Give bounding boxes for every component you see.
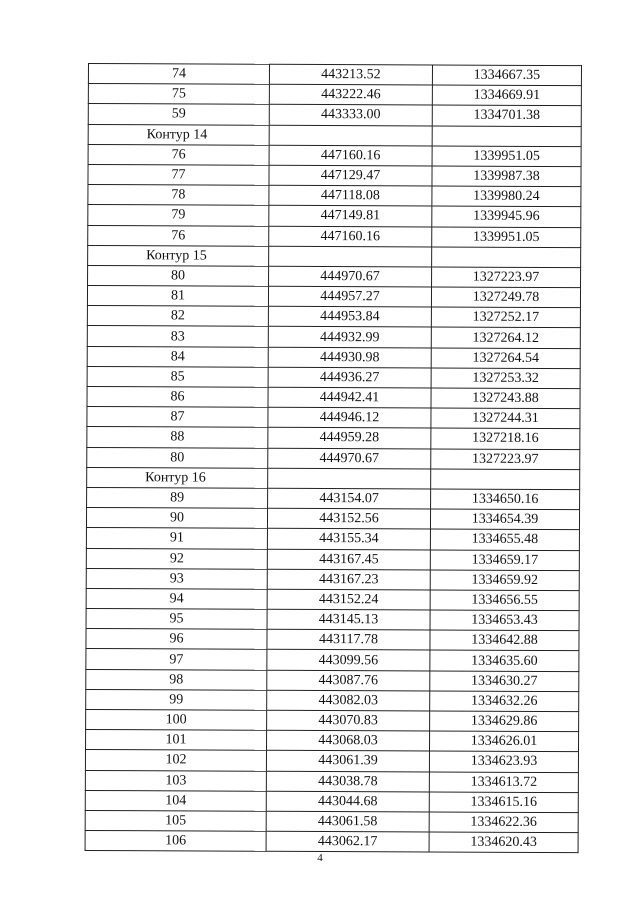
x-coordinate-cell: 443167.45 bbox=[267, 549, 430, 570]
y-coordinate-cell: 1334656.55 bbox=[430, 590, 579, 611]
table-row bbox=[86, 588, 579, 610]
point-number-cell: 92 bbox=[86, 548, 267, 569]
table-row bbox=[85, 770, 578, 792]
x-coordinate-cell: 444936.27 bbox=[268, 367, 431, 388]
table-row bbox=[88, 84, 581, 106]
x-coordinate-cell: 443117.78 bbox=[267, 630, 430, 651]
y-coordinate-cell: 1334659.17 bbox=[430, 549, 579, 570]
point-number-cell: 93 bbox=[86, 568, 267, 589]
contour-header-row bbox=[87, 467, 580, 489]
table-row bbox=[87, 366, 580, 388]
point-number-cell: 105 bbox=[85, 810, 266, 831]
x-coordinate-cell: 444970.67 bbox=[269, 266, 432, 287]
coordinates-table-body bbox=[85, 64, 581, 853]
point-number-cell: 82 bbox=[87, 306, 268, 327]
x-coordinate-cell: 444930.98 bbox=[268, 347, 431, 368]
y-coordinate-cell: 1334629.86 bbox=[430, 711, 579, 732]
y-coordinate-cell: 1334667.35 bbox=[432, 65, 581, 86]
table-row bbox=[86, 609, 579, 631]
table-row bbox=[85, 750, 578, 772]
table-row bbox=[86, 730, 579, 752]
contour-header-row bbox=[88, 245, 581, 267]
x-coordinate-cell: 447129.47 bbox=[269, 165, 432, 186]
point-number-cell: 86 bbox=[87, 386, 268, 407]
point-number-cell: 97 bbox=[86, 649, 267, 670]
table-row bbox=[86, 669, 579, 691]
x-coordinate-cell: 443333.00 bbox=[269, 105, 432, 126]
x-coordinate-cell: 443082.03 bbox=[267, 690, 430, 711]
y-coordinate-cell: 1334613.72 bbox=[429, 772, 578, 793]
x-coordinate-cell: 443070.83 bbox=[267, 710, 430, 731]
table-row bbox=[86, 649, 579, 671]
empty-cell bbox=[431, 469, 580, 490]
y-coordinate-cell: 1339987.38 bbox=[432, 166, 581, 187]
y-coordinate-cell: 1334655.48 bbox=[430, 529, 579, 550]
x-coordinate-cell: 444953.84 bbox=[268, 307, 431, 328]
table-row bbox=[88, 205, 581, 227]
y-coordinate-cell: 1339945.96 bbox=[432, 206, 581, 227]
table-row bbox=[88, 104, 581, 126]
table-row bbox=[87, 326, 580, 348]
empty-cell bbox=[269, 246, 432, 267]
y-coordinate-cell: 1334622.36 bbox=[429, 812, 578, 833]
contour-label: Контур 16 bbox=[87, 467, 268, 488]
x-coordinate-cell: 443155.34 bbox=[267, 529, 430, 550]
table-row bbox=[88, 164, 581, 186]
x-coordinate-cell: 447160.16 bbox=[269, 226, 432, 247]
x-coordinate-cell: 443087.76 bbox=[267, 670, 430, 691]
x-coordinate-cell: 443152.56 bbox=[267, 508, 430, 529]
point-number-cell: 77 bbox=[88, 164, 269, 185]
table-row bbox=[86, 528, 579, 550]
y-coordinate-cell: 1334620.43 bbox=[429, 832, 578, 853]
table-row bbox=[88, 64, 581, 86]
x-coordinate-cell: 443145.13 bbox=[267, 609, 430, 630]
y-coordinate-cell: 1339951.05 bbox=[432, 227, 581, 248]
point-number-cell: 95 bbox=[86, 609, 267, 630]
y-coordinate-cell: 1334615.16 bbox=[429, 792, 578, 813]
y-coordinate-cell: 1334650.16 bbox=[431, 489, 580, 510]
point-number-cell: 79 bbox=[88, 205, 269, 226]
table-row bbox=[88, 185, 581, 207]
table-row bbox=[87, 407, 580, 429]
table-row bbox=[88, 225, 581, 247]
point-number-cell: 88 bbox=[87, 427, 268, 448]
y-coordinate-cell: 1339951.05 bbox=[432, 146, 581, 167]
table-row bbox=[86, 568, 579, 590]
point-number-cell: 90 bbox=[86, 508, 267, 529]
point-number-cell: 80 bbox=[88, 265, 269, 286]
y-coordinate-cell: 1334654.39 bbox=[430, 509, 579, 530]
point-number-cell: 103 bbox=[85, 770, 266, 791]
x-coordinate-cell: 447118.08 bbox=[269, 185, 432, 206]
y-coordinate-cell: 1327264.54 bbox=[431, 348, 580, 369]
y-coordinate-cell: 1334669.91 bbox=[432, 85, 581, 106]
point-number-cell: 84 bbox=[87, 346, 268, 367]
y-coordinate-cell: 1334642.88 bbox=[430, 630, 579, 651]
x-coordinate-cell: 443061.58 bbox=[266, 811, 429, 832]
point-number-cell: 78 bbox=[88, 185, 269, 206]
table-row bbox=[87, 427, 580, 449]
table-row bbox=[85, 831, 578, 853]
point-number-cell: 100 bbox=[86, 709, 267, 730]
x-coordinate-cell: 443044.68 bbox=[266, 791, 429, 812]
x-coordinate-cell: 443154.07 bbox=[268, 488, 431, 509]
contour-label: Контур 14 bbox=[88, 124, 269, 145]
x-coordinate-cell: 444970.67 bbox=[268, 448, 431, 469]
y-coordinate-cell: 1334623.93 bbox=[429, 751, 578, 772]
point-number-cell: 59 bbox=[88, 104, 269, 125]
y-coordinate-cell: 1334701.38 bbox=[432, 105, 581, 126]
point-number-cell: 98 bbox=[86, 669, 267, 690]
y-coordinate-cell: 1334635.60 bbox=[430, 650, 579, 671]
x-coordinate-cell: 443213.52 bbox=[269, 64, 432, 85]
y-coordinate-cell: 1327253.32 bbox=[431, 368, 580, 389]
table-row bbox=[86, 508, 579, 530]
y-coordinate-cell: 1327252.17 bbox=[431, 307, 580, 328]
table-row bbox=[87, 346, 580, 368]
y-coordinate-cell: 1327249.78 bbox=[431, 287, 580, 308]
point-number-cell: 87 bbox=[87, 407, 268, 428]
table-row bbox=[86, 689, 579, 711]
y-coordinate-cell: 1334632.26 bbox=[430, 691, 579, 712]
table-row bbox=[88, 144, 581, 166]
table-row bbox=[85, 810, 578, 832]
x-coordinate-cell: 444957.27 bbox=[268, 286, 431, 307]
point-number-cell: 104 bbox=[85, 790, 266, 811]
empty-cell bbox=[432, 247, 581, 268]
empty-cell bbox=[268, 468, 431, 489]
point-number-cell: 102 bbox=[85, 750, 266, 771]
point-number-cell: 101 bbox=[86, 730, 267, 751]
point-number-cell: 106 bbox=[85, 831, 266, 852]
empty-cell bbox=[432, 126, 581, 147]
table-row bbox=[87, 286, 580, 308]
point-number-cell: 76 bbox=[88, 225, 269, 246]
y-coordinate-cell: 1334626.01 bbox=[429, 731, 578, 752]
x-coordinate-cell: 443062.17 bbox=[266, 831, 429, 852]
table-row bbox=[85, 790, 578, 812]
point-number-cell: 80 bbox=[87, 447, 268, 468]
x-coordinate-cell: 444946.12 bbox=[268, 407, 431, 428]
y-coordinate-cell: 1327264.12 bbox=[431, 327, 580, 348]
table-row bbox=[88, 265, 581, 287]
y-coordinate-cell: 1327243.88 bbox=[431, 388, 580, 409]
y-coordinate-cell: 1339980.24 bbox=[432, 186, 581, 207]
contour-label: Контур 15 bbox=[88, 245, 269, 266]
x-coordinate-cell: 443099.56 bbox=[267, 650, 430, 671]
x-coordinate-cell: 443152.24 bbox=[267, 589, 430, 610]
point-number-cell: 91 bbox=[86, 528, 267, 549]
table-row bbox=[86, 629, 579, 651]
page-number: 4 bbox=[317, 852, 323, 864]
point-number-cell: 99 bbox=[86, 689, 267, 710]
point-number-cell: 85 bbox=[87, 366, 268, 387]
point-number-cell: 74 bbox=[88, 64, 269, 85]
table-row bbox=[86, 709, 579, 731]
x-coordinate-cell: 447149.81 bbox=[269, 206, 432, 227]
x-coordinate-cell: 443222.46 bbox=[269, 84, 432, 105]
point-number-cell: 76 bbox=[88, 144, 269, 165]
table-row bbox=[87, 306, 580, 328]
y-coordinate-cell: 1327244.31 bbox=[431, 408, 580, 429]
point-number-cell: 94 bbox=[86, 588, 267, 609]
table-row bbox=[87, 386, 580, 408]
point-number-cell: 81 bbox=[87, 286, 268, 307]
y-coordinate-cell: 1334653.43 bbox=[430, 610, 579, 631]
y-coordinate-cell: 1334659.92 bbox=[430, 570, 579, 591]
y-coordinate-cell: 1327223.97 bbox=[432, 267, 581, 288]
x-coordinate-cell: 443038.78 bbox=[266, 771, 429, 792]
point-number-cell: 83 bbox=[87, 326, 268, 347]
point-number-cell: 75 bbox=[88, 84, 269, 105]
x-coordinate-cell: 444932.99 bbox=[268, 327, 431, 348]
table-row bbox=[87, 487, 580, 509]
table-row bbox=[87, 447, 580, 469]
x-coordinate-cell: 443061.39 bbox=[266, 751, 429, 772]
x-coordinate-cell: 447160.16 bbox=[269, 145, 432, 166]
y-coordinate-cell: 1327218.16 bbox=[431, 428, 580, 449]
empty-cell bbox=[269, 125, 432, 146]
y-coordinate-cell: 1327223.97 bbox=[431, 449, 580, 470]
point-number-cell: 89 bbox=[87, 487, 268, 508]
x-coordinate-cell: 444959.28 bbox=[268, 428, 431, 449]
y-coordinate-cell: 1334630.27 bbox=[430, 671, 579, 692]
table-row bbox=[86, 548, 579, 570]
coordinates-table bbox=[85, 63, 582, 853]
point-number-cell: 96 bbox=[86, 629, 267, 650]
contour-header-row bbox=[88, 124, 581, 146]
x-coordinate-cell: 443167.23 bbox=[267, 569, 430, 590]
x-coordinate-cell: 444942.41 bbox=[268, 387, 431, 408]
x-coordinate-cell: 443068.03 bbox=[267, 730, 430, 751]
